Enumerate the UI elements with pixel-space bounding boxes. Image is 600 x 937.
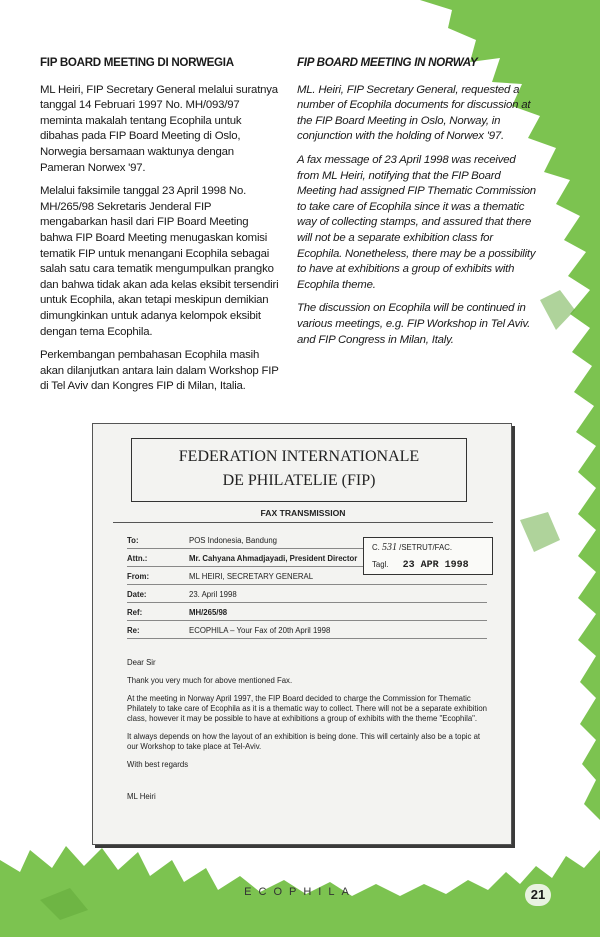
fax-closing: With best regards (127, 760, 189, 769)
fax-to-label: To: (127, 536, 139, 545)
fax-letterhead-line-1: FEDERATION INTERNATIONALE (178, 448, 420, 465)
fax-letterhead (131, 438, 467, 502)
fax-from-label: From: (127, 572, 150, 581)
fax-date-value: 23. April 1998 (189, 590, 237, 599)
fax-body-paragraph-2: At the meeting in Norway April 1997, the FIP Board decided to charge the Commission for Thematic Philately to take care of Ecophila as it is a thematic way to collect. There will not be a separate exhibition class, however it may be possible to have at exhibitions a group of exhibits with the theme "Ecophila". (127, 694, 488, 723)
fax-signature: ML Heiri (127, 792, 156, 801)
fax-letterhead-line-2: DE PHILATELIE (FIP) (222, 472, 376, 489)
left-paragraph-2: Melalui faksimile tanggal 23 April 1998 No. MH/265/98 Sekretaris Jenderal FIP mengabarkan hasil dari FIP Board Meeting bahwa FIP Board Meeting menugaskan komisi tematik FIP untuk menangani Ecophila sebagai salah satu cara tematik mengumpulkan prangko dan bahwa tidak akan ada kelas eksibit tersendiri untuk Ecophila, akan tetapi meskipun demikian dimungkinkan untuk adanya kelompok eksibit dengan tema Ecophila. (40, 185, 279, 338)
stamp-code: /SETRUT/FAC. (399, 543, 453, 552)
right-paragraph-2: A fax message of 23 April 1998 was received from ML Heiri, notifying that the FIP Board Meeting had assigned FIP Thematic Commission to take care of Ecophila since it was a thematic way of collecting stamps, and assured that there will not be a separate exhibition class for Ecophila. Nonetheless, there may be a possibility to have at exhibitions a group of exhibits with Ecophila theme. (297, 153, 536, 291)
right-heading: FIP BOARD MEETING IN NORWAY (297, 56, 478, 69)
right-paragraph-1: ML. Heiri, FIP Secretary General, requested a number of Ecophila documents for discussion at the FIP Board Meeting in Oslo, Norway, in conjunction with the holding of Norwex '97. (297, 83, 531, 143)
magazine-footer: ECOPHILA (244, 886, 356, 898)
fax-body (127, 658, 487, 810)
right-column (297, 55, 537, 356)
stamp-number: 531 (381, 542, 397, 553)
fax-attn-label: Attn.: (127, 554, 148, 563)
page-number: 21 (525, 884, 551, 906)
fax-title: FAX TRANSMISSION (113, 508, 493, 523)
left-column (40, 55, 280, 403)
fax-to-value: POS Indonesia, Bandung (189, 536, 277, 545)
left-paragraph-3: Perkembangan pembahasan Ecophila masih akan dilanjutkan antara lain dalam Workshop FIP di Tel Aviv dan Kongres FIP di Milan, Italia. (40, 349, 279, 393)
right-paragraph-3: The discussion on Ecophila will be continued in various meetings, e.g. FIP Workshop in Tel Aviv. and FIP Congress in Milan, Italy. (297, 302, 531, 346)
fax-attn-value: Mr. Cahyana Ahmadjayadi, President Director (189, 554, 358, 563)
fax-re-value: ECOPHILA – Your Fax of 20th April 1998 (189, 626, 331, 635)
fax-salutation: Dear Sir (127, 658, 156, 667)
fax-date-label: Date: (127, 590, 147, 599)
fax-ref-value: MH/265/98 (189, 608, 228, 617)
stamp-c-label: C. (372, 543, 380, 552)
fax-row-date (127, 590, 487, 603)
left-paragraph-1: ML Heiri, FIP Secretary General melalui suratnya tanggal 14 Februari 1997 No. MH/093/97 meminta makalah tentang Ecophila untuk dibahas pada FIP Board Meeting di Oslo, Norwegia bersamaan waktunya dengan Pameran Norwex '97. (40, 83, 278, 174)
stamp-date: 23 APR 1998 (402, 560, 469, 571)
fax-ref-label: Ref: (127, 608, 143, 617)
fax-body-paragraph-1: Thank you very much for above mentioned Fax. (127, 676, 293, 685)
fax-body-paragraph-3: It always depends on how the layout of an exhibition is being done. This will certainly also be a topic at our Workshop to take place at Tel-Aviv. (127, 732, 481, 751)
fax-from-value: ML HEIRI, SECRETARY GENERAL (189, 572, 314, 581)
received-stamp (363, 537, 493, 575)
stamp-tgl-label: Tagl. (372, 560, 389, 569)
left-heading: FIP BOARD MEETING DI NORWEGIA (40, 56, 234, 69)
fax-re-label: Re: (127, 626, 140, 635)
fax-document-image (92, 423, 512, 845)
fax-row-ref (127, 608, 487, 621)
fax-row-re (127, 626, 487, 639)
